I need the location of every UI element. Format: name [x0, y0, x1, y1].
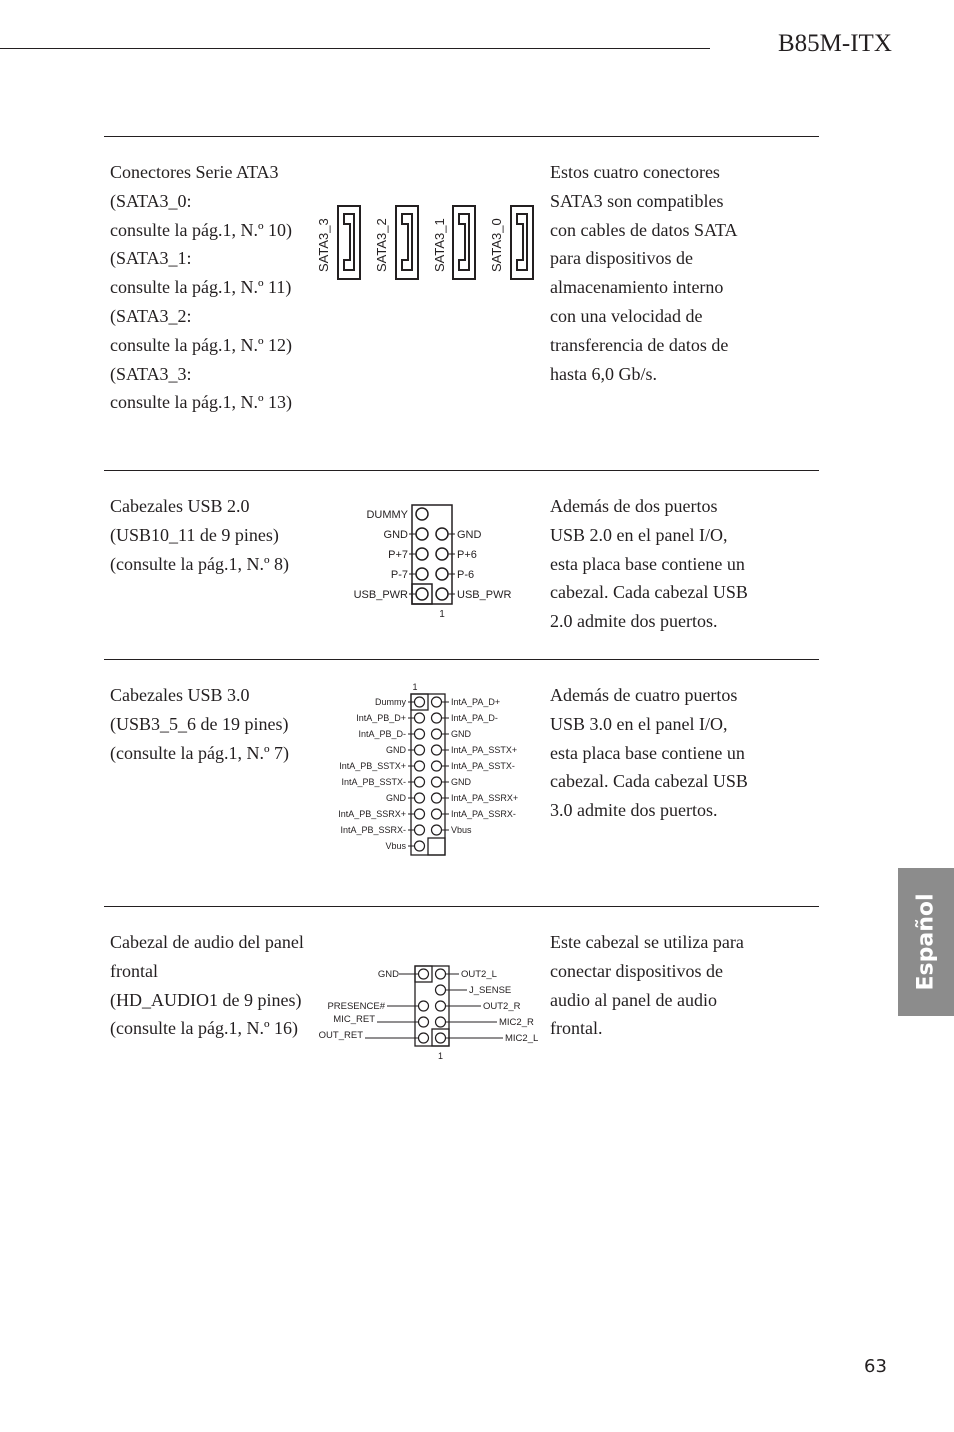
usb3-pin-row [339, 761, 515, 771]
usb3-pin-label: IntA_PB_SSRX+ [338, 809, 406, 819]
usb3-pin-label: IntA_PA_D+ [451, 697, 501, 707]
model-title: B85M-ITX [778, 30, 892, 57]
usb2-pin-row [388, 548, 477, 561]
page-number: 63 [864, 1356, 887, 1377]
usb3-pin [432, 777, 442, 787]
audio-pin-label: MIC_RET [333, 1014, 375, 1025]
audio-pin-row [327, 1001, 520, 1012]
usb3-pin-label: Dummy [375, 697, 406, 707]
sata-description-right: Estos cuatro conectores SATA3 son compatibles con cables de datos SATA para dispositivos de almacenamiento interno con una velocidad de transferencia de datos de hasta 6,0 Gb/s. [550, 162, 738, 384]
section-divider [104, 470, 819, 471]
sata-port-3 [316, 206, 360, 279]
language-tab [898, 868, 954, 1016]
usb2-pin-label: USB_PWR [353, 589, 408, 601]
usb2-pin-label: P-6 [457, 569, 475, 581]
usb3-pin [415, 745, 425, 755]
usb2-pin1-marker: 1 [439, 609, 445, 620]
audio-pin-label: OUT2_R [483, 1001, 521, 1012]
usb3-pin-label: IntA_PB_SSTX- [341, 777, 406, 787]
section-divider [104, 136, 819, 137]
usb2-header-diagram [340, 500, 540, 625]
sata-port-label: SATA3_0 [489, 218, 504, 272]
language-tab-label: Español [913, 893, 939, 991]
usb3-pin-label: GND [451, 777, 471, 787]
usb3-header-diagram [320, 680, 540, 860]
usb3-pin-row [356, 713, 498, 723]
usb3-pin-label: IntA_PA_SSRX- [451, 809, 516, 819]
usb3-pin-row [338, 809, 516, 819]
usb3-pin1-marker: 1 [412, 682, 418, 692]
usb3-pin [415, 777, 425, 787]
usb3-pin [432, 793, 442, 803]
audio-pin-row [378, 969, 497, 980]
usb3-pin [415, 793, 425, 803]
usb3-pin-label: IntA_PB_D+ [356, 713, 406, 723]
audio-pin-label: OUT2_L [461, 969, 497, 980]
usb3-description-left: Cabezales USB 3.0 (USB3_5_6 de 19 pines) (consulte la pág.1, N.º 7) [110, 685, 290, 763]
usb3-pin-row [341, 777, 471, 787]
audio-pin-label: MIC2_L [505, 1033, 539, 1044]
usb3-pin [432, 825, 442, 835]
sata-connectors-diagram [310, 200, 550, 290]
usb2-pin-dummy [366, 508, 428, 521]
usb2-pin-label: USB_PWR [457, 589, 512, 601]
usb3-pin [415, 809, 425, 819]
audio-pin-row [319, 1030, 539, 1044]
usb3-pin [432, 761, 442, 771]
usb2-pin-label: P+6 [457, 549, 477, 561]
audio-pin1-marker: 1 [437, 1051, 444, 1061]
usb3-pin-label: IntA_PB_SSRX- [340, 825, 406, 835]
sata-port-0 [489, 206, 533, 279]
usb2-description-left: Cabezales USB 2.0 (USB10_11 de 9 pines) (consulte la pág.1, N.º 8) [110, 496, 290, 574]
usb2-pin-label: P+7 [388, 549, 408, 561]
sata-port-label: SATA3_2 [374, 218, 389, 272]
audio-pin-label: MIC2_R [499, 1017, 534, 1028]
audio-pin-label: GND [377, 969, 399, 980]
usb3-pin-row [386, 745, 517, 755]
usb3-pin-row [385, 841, 424, 851]
usb2-pin-row [384, 528, 482, 541]
audio-pin-row [436, 985, 512, 996]
sata-description-left: Conectores Serie ATA3 (SATA3_0: consulte la pág.1, N.º 10) (SATA3_1: consulte la pág.1, N.º 11) (SATA3_2: consulte la pág.1, N.º 12) (SATA3_3: consulte la pág.1, N.º 13) [110, 162, 293, 413]
usb3-pin [415, 761, 425, 771]
usb2-pin-row [391, 568, 474, 581]
usb3-pin-label: GND [386, 793, 406, 803]
audio-pin-row [333, 1014, 534, 1028]
usb2-description-right: Además de dos puertos USB 2.0 en el panel I/O, esta placa base contiene un cabezal. Cada cabezal USB 2.0 admite dos puertos. [550, 496, 748, 632]
usb3-pin-row [386, 793, 518, 803]
usb3-pin-label: Vbus [451, 825, 472, 835]
sata-port-1 [432, 206, 475, 279]
header-rule [0, 48, 710, 49]
usb3-pin-row [375, 697, 500, 707]
usb3-pin-row [340, 825, 472, 835]
audio-description-left: Cabezal de audio del panel frontal (HD_AUDIO1 de 9 pines) (consulte la pág.1, N.º 16) [110, 932, 304, 1039]
section-divider [104, 906, 819, 907]
audio-pin-label: J_SENSE [469, 985, 512, 996]
audio-pin-label: OUT_RET [318, 1030, 363, 1041]
usb3-pin-label: GND [386, 745, 406, 755]
sata-port-label: SATA3_1 [432, 218, 447, 272]
usb3-pin-label: IntA_PA_D- [451, 713, 498, 723]
usb3-pin [415, 841, 425, 851]
usb3-pin [432, 729, 442, 739]
usb3-description-right: Además de cuatro puertos USB 3.0 en el panel I/O, esta placa base contiene un cabezal. Cada cabezal USB 3.0 admite dos puertos. [550, 685, 748, 821]
usb3-pin [415, 697, 425, 707]
usb3-pin-label: IntA_PB_D- [358, 729, 406, 739]
usb3-pin-label: IntA_PA_SSTX- [451, 761, 515, 771]
usb2-pin-label: GND [457, 529, 482, 541]
usb3-pin-label: GND [451, 729, 471, 739]
audio-header-diagram [315, 960, 550, 1065]
usb3-pin [415, 825, 425, 835]
audio-description-right: Este cabezal se utiliza para conectar dispositivos de audio al panel de audio frontal. [550, 932, 744, 1039]
sata-port-label: SATA3_3 [316, 218, 331, 272]
audio-pin-label: PRESENCE# [327, 1001, 385, 1012]
usb3-pin-label: IntA_PB_SSTX+ [339, 761, 406, 771]
usb3-pin [432, 809, 442, 819]
usb3-pin-row [358, 729, 471, 739]
usb3-pin [432, 713, 442, 723]
usb2-pin-label: GND [383, 529, 408, 541]
usb3-pin [415, 729, 425, 739]
usb2-pin-label: DUMMY [366, 509, 408, 521]
section-divider [104, 659, 819, 660]
usb3-pin [432, 697, 442, 707]
usb3-pin-label: IntA_PA_SSRX+ [451, 793, 519, 803]
usb3-pin [415, 713, 425, 723]
usb3-pin-label: Vbus [385, 841, 406, 851]
usb3-pin-label: IntA_PA_SSTX+ [451, 745, 518, 755]
usb2-pin-label: P-7 [390, 569, 408, 581]
usb3-pin [432, 745, 442, 755]
sata-port-2 [374, 206, 418, 279]
